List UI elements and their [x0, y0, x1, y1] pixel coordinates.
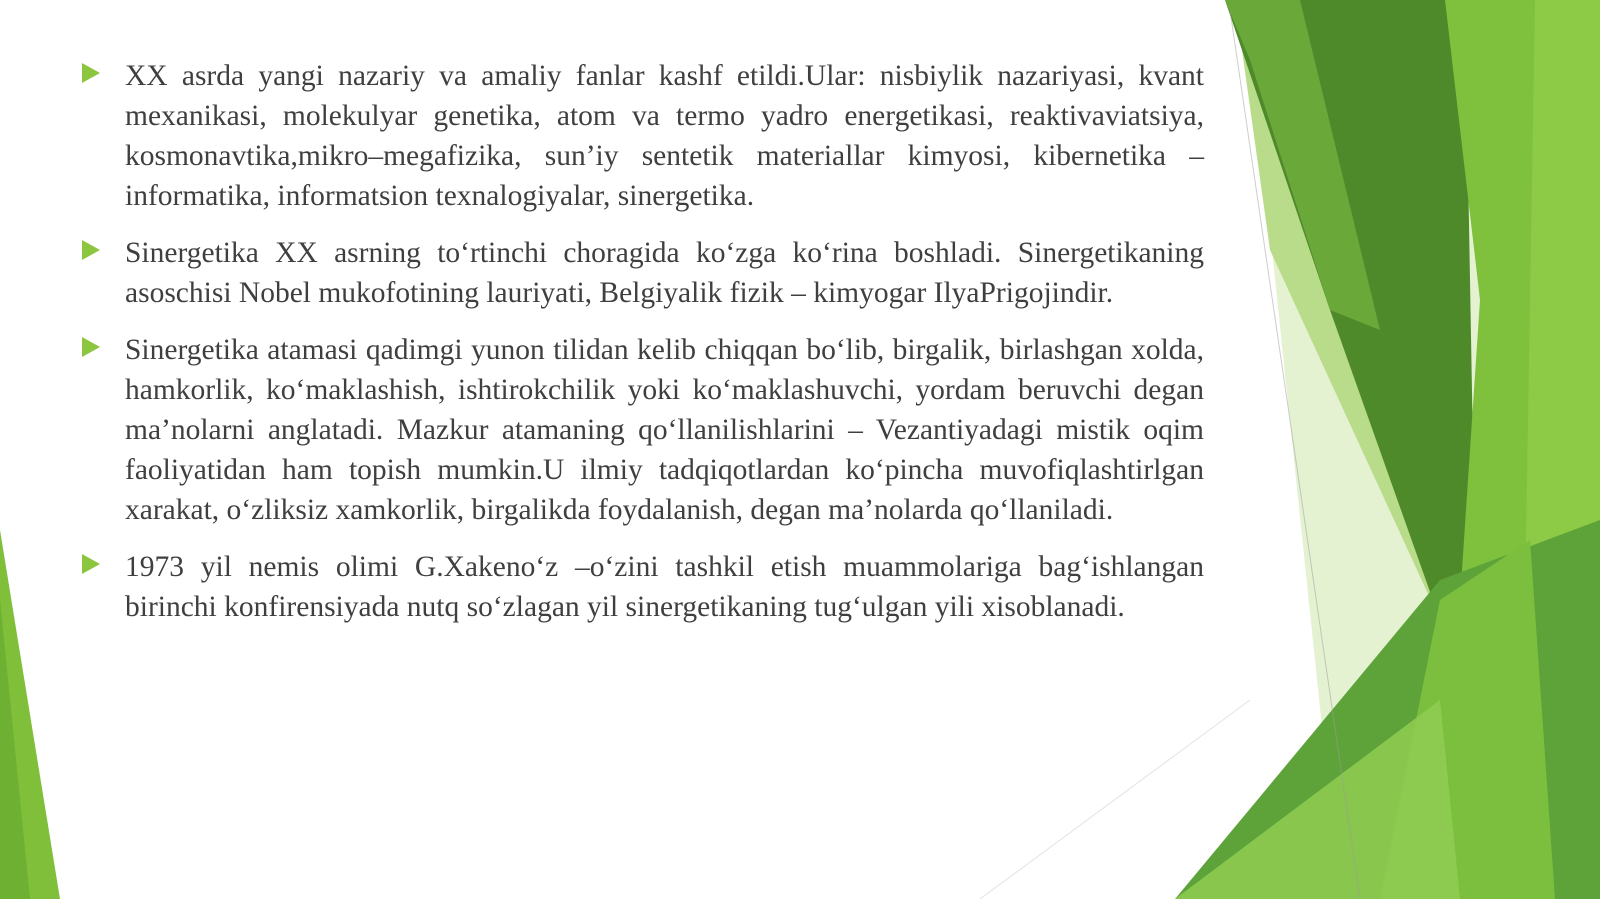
bullet-arrow-icon [82, 337, 100, 357]
bullet-item [82, 233, 1204, 313]
bullet-text: Sinergetika XX asrning to‘rtinchi choragida ko‘zga ko‘rina boshladi. Sinergetikaning asoschisi Nobel mukofotining lauriyati, Belgiyalik fizik – kimyogar IlyaPrigojindir. [125, 237, 1204, 309]
bullet-item [82, 330, 1204, 530]
bullet-text: Sinergetika atamasi qadimgi yunon tilidan kelib chiqqan bo‘lib, birgalik, birlashgan xolda, hamkorlik, ko‘maklashish, ishtirokchilik yoki ko‘maklashuvchi, yordam beruvchi degan ma’nolarni anglatadi. Mazkur atamaning qo‘llanilishlarini – Vezantiyadagi mistik oqim faoliyatidan ham topish mumkin.U ilmiy tadqiqotlardan ko‘pincha muvofiqlashtirlgan xarakat, o‘zliksiz xamkorlik, birgalikda foydalanish, degan ma’nolarda qo‘llaniladi. [125, 334, 1204, 526]
bullet-text: XX asrda yangi nazariy va amaliy fanlar kashf etildi.Ular: nisbiylik nazariyasi, kvant mexanikasi, molekulyar genetika, atom va termo yadro energetikasi, reaktivaviatsiya, kosmonavtika,mikro–megafizika, sun’iy sentetik materiallar kimyosi, kibernetika – informatika, informatsion texnalogiyalar, sinergetika. [125, 60, 1204, 212]
bullet-list [82, 56, 1204, 644]
bullet-arrow-icon [82, 63, 100, 83]
bullet-item [82, 547, 1204, 627]
bullet-arrow-icon [82, 240, 100, 260]
bullet-item [82, 56, 1204, 216]
bullet-text: 1973 yil nemis olimi G.Xakeno‘z –o‘zini tashkil etish muammolariga bag‘ishlangan birinchi konfirensiyada nutq so‘zlagan yil sinergetikaning tug‘ulgan yili xisoblanadi. [125, 551, 1204, 623]
bullet-arrow-icon [82, 554, 100, 574]
